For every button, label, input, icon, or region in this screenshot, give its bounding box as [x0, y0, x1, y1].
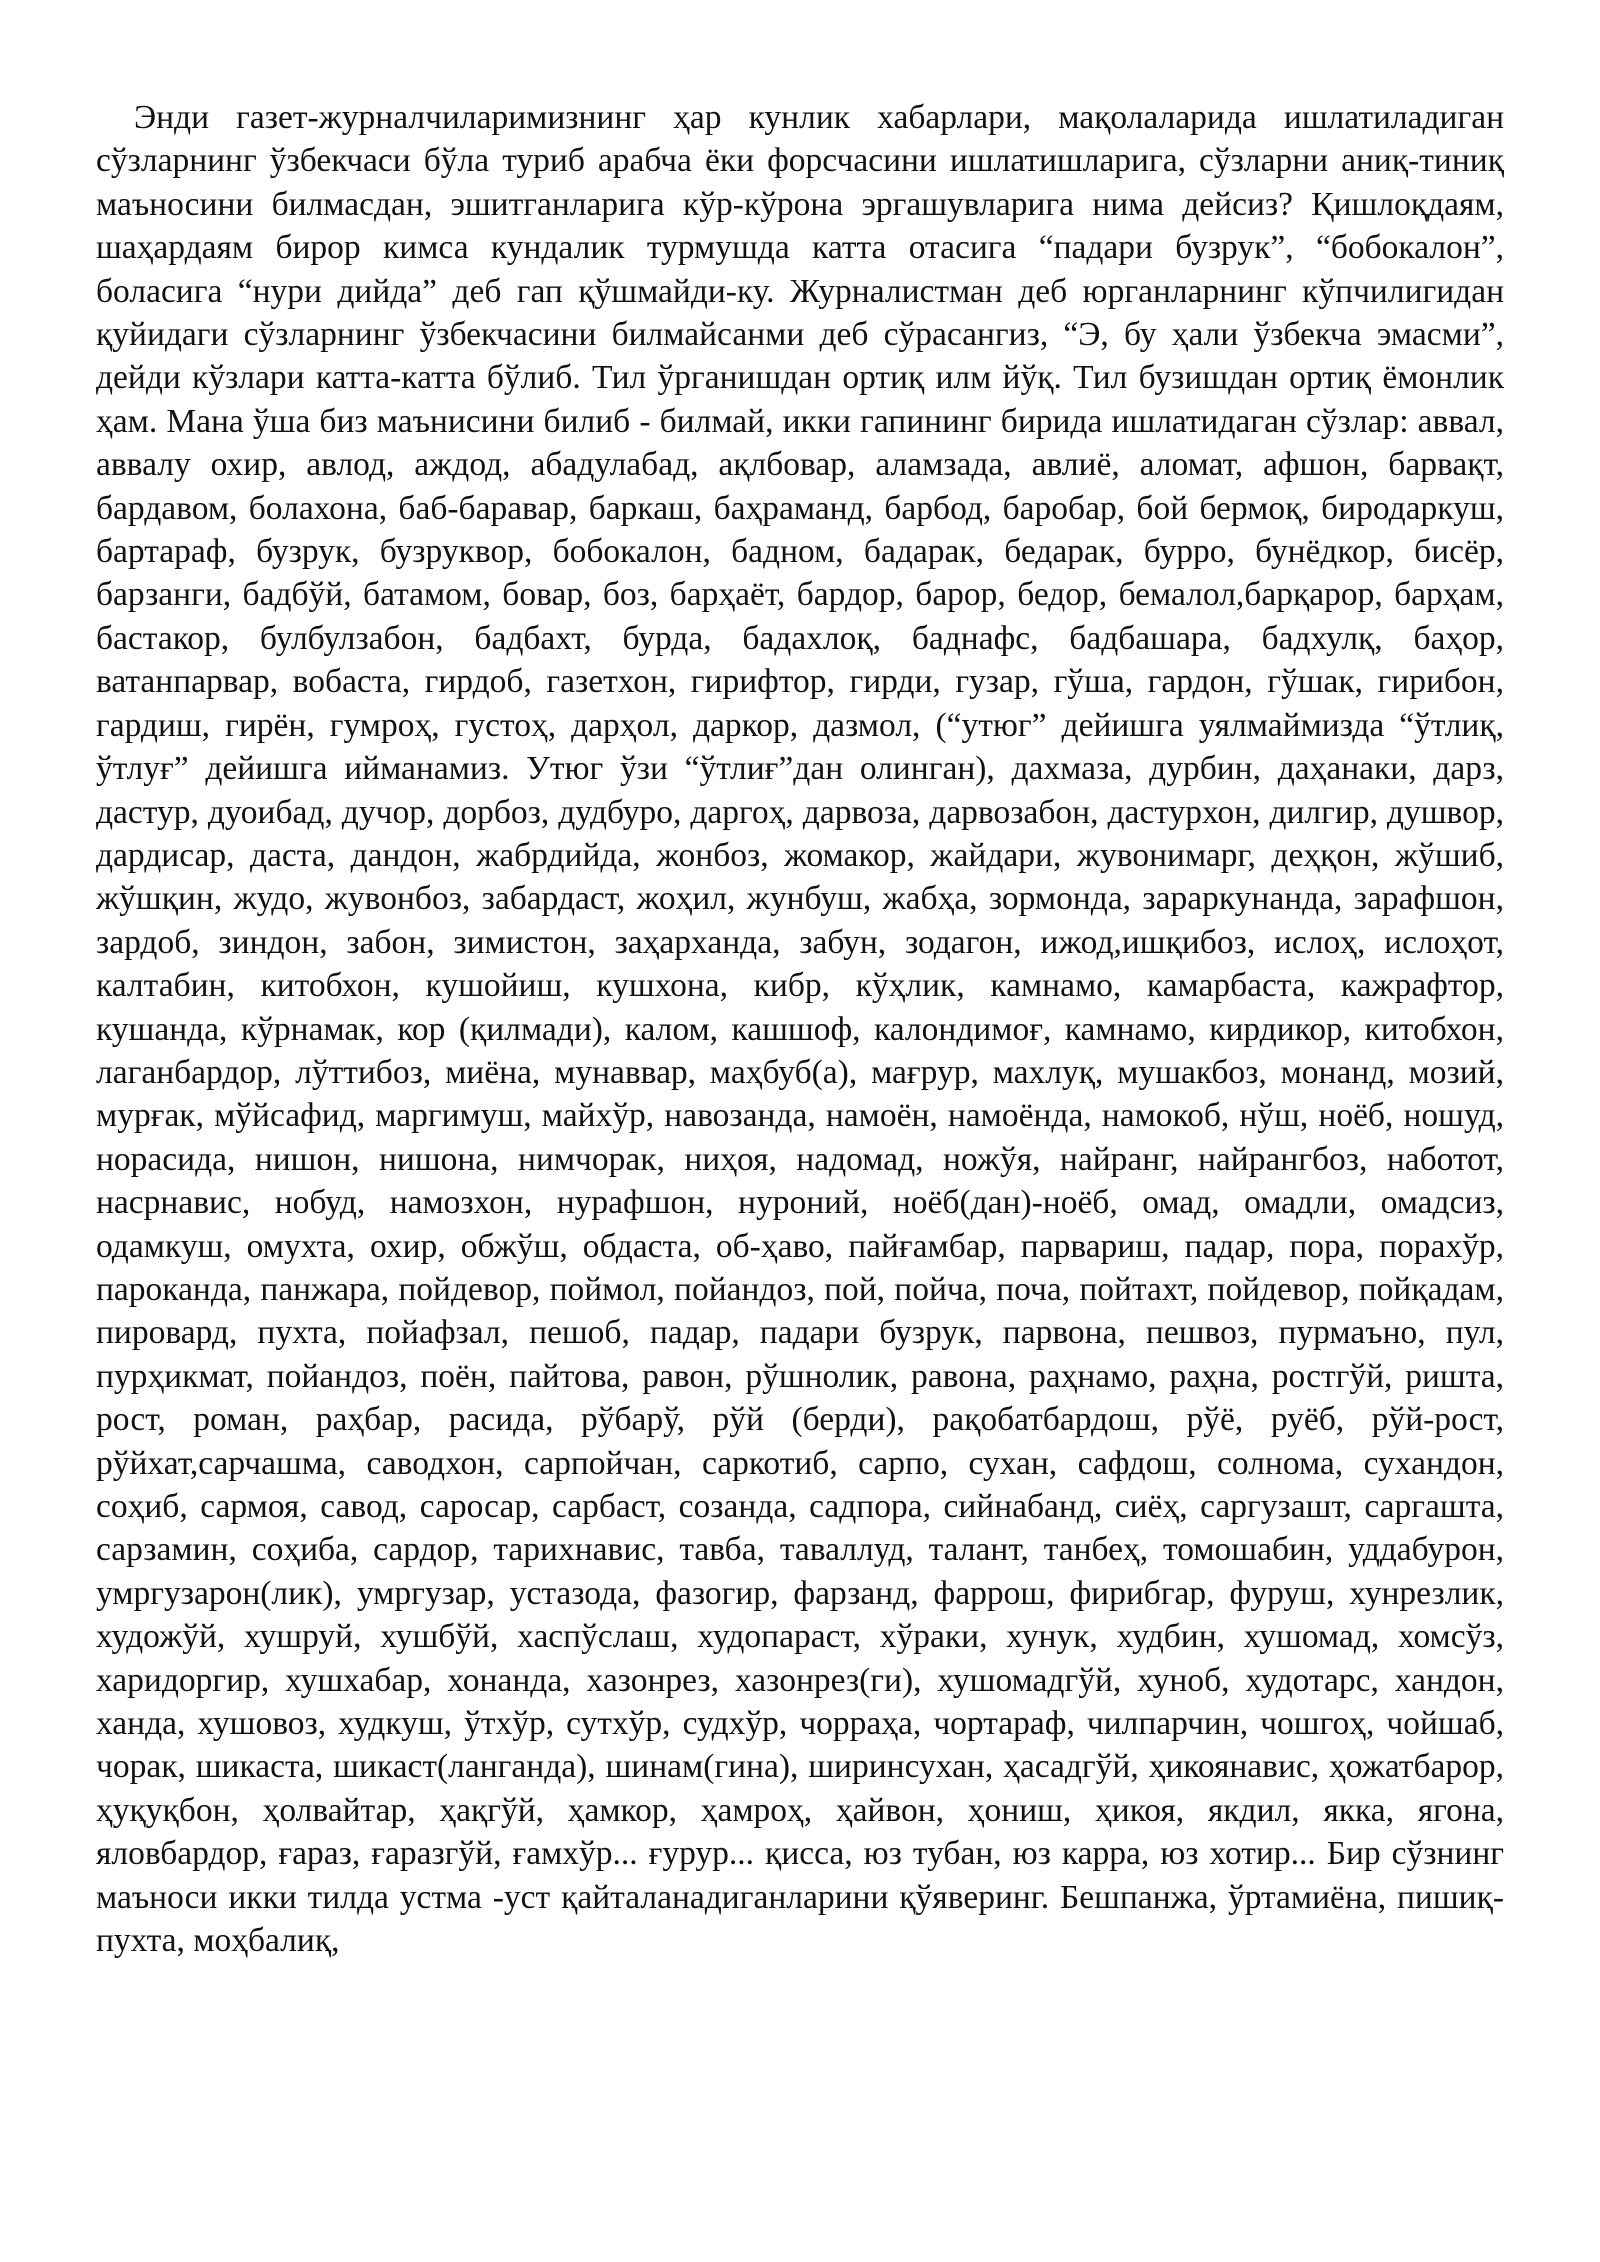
body-paragraph: Энди газет-журналчиларимизнинг ҳар кунлик хабарлари, мақолаларида ишлатиладиган сўзларнинг ўзбекчаси бўла туриб арабча ёки форсчасини ишлатишларига, сўзларни аниқ-тиниқ маъносини билмасдан, эшитганларига кўр-кўрона эргашувларига нима дейсиз? Қишлоқдаям, шаҳардаям бирор кимса кундалик турмушда катта отасига “падари бузрук”, “бобокалон”, боласига “нури дийда” деб гап қўшмайди-ку. Журналистман деб юрганларнинг кўпчилигидан қуйидаги сўзларнинг ўзбекчасини билмайсанми деб сўрасангиз, “Э, бу ҳали ўзбекча эмасми”, дейди кўзлари катта-катта бўлиб. Тил ўрганишдан ортиқ илм йўқ. Тил бузишдан ортиқ ёмонлик ҳам. Мана ўша биз маънисини билиб - билмай, икки гапининг бирида ишлатидаган сўзлар: аввал, аввалу охир, авлод, аждод, абадулабад, ақлбовар, аламзада, авлиё, аломат, афшон, барвақт, бардавом, болахона, баб-баравар, баркаш, баҳраманд, барбод, баробар, бой бермоқ, биродаркуш, бартараф, бузрук, бузруквор, бобокалон, бадном, бадарак, бедарак, бурро, бунёдкор, бисёр, барзанги, бадбўй, батамом, бовар, боз, барҳаёт, бардор, барор, бедор, бемалол,барқарор, барҳам, бастакор, булбулзабон, бадбахт, бурда, бадахлоқ, баднафс, бадбашара, бадхулқ, баҳор, ватанпарвар, вобаста, гирдоб, газетхон, гирифтор, гирди, гузар, гўша, гардон, гўшак, гирибон, гардиш, гирён, гумроҳ, густоҳ, дарҳол, даркор, дазмол, (“утюг” дейишга уялмаймизда “ўтлиқ, ўтлуғ” дейишга ийманамиз. Утюг ўзи “ўтлиғ”дан олинган), дахмаза, дурбин, даҳанаки, дарз, дастур, дуоибад, дучор, дорбоз, дудбуро, даргоҳ, дарвоза, дарвозабон, дастурхон, дилгир, душвор, дардисар, даста, дандон, жабрдийда, жонбоз, жомакор, жайдари, жувонимарг, деҳқон, жўшиб, жўшқин, жудо, жувонбоз, забардаст, жоҳил, жунбуш, жабҳа, зормонда, зараркунанда, зарафшон, зардоб, зиндон, забон, зимистон, заҳарханда, забун, зодагон, ижод,ишқибоз, ислоҳ, ислоҳот, калтабин, китобхон, кушойиш, кушхона, кибр, кўҳлик, камнамо, камарбаста, кажрафтор, кушанда, кўрнамак, кор (қилмади), калом, кашшоф, калондимоғ, камнамо, кирдикор, китобхон, лаганбардор, лўттибоз, миёна, мунаввар, маҳбуб(а), мағрур, махлуқ, мушакбоз, монанд, мозий, мурғак, мўйсафид, маргимуш, майхўр, навозанда, намоён, намоёнда, намокоб, нўш, ноёб, ношуд, норасида, нишон, нишона, нимчорак, ниҳоя, надомад, ножўя, найранг, найрангбоз, наботот, насрнавис, нобуд, намозхон, нурафшон, нуроний, ноёб(дан)-ноёб, омад, омадли, омадсиз, одамкуш, омухта, охир, обжўш, обдаста, об-ҳаво, пайғамбар, парвариш, падар, пора, порахўр, пароканда, панжара, пойдевор, поймол, пойандоз, пой, пойча, поча, пойтахт, пойдевор, пойқадам, пировард, пухта, пойафзал, пешоб, падар, падари бузрук, парвона, пешвоз, пурмаъно, пул, пурҳикмат, пойандоз, поён, пайтова, равон, рўшнолик, равона, раҳнамо, раҳна, ростгўй, ришта, рост, роман, раҳбар, расида, рўбарў, рўй (берди), рақобатбардош, рўё, руёб, рўй-рост, рўйхат,сарчашма, саводхон, сарпойчан, саркотиб, сарпо, сухан, сафдош, солнома, сухандон, соҳиб, сармоя, савод, саросар, сарбаст, созанда, садпора, сийнабанд, сиёҳ, саргузашт, саргашта, сарзамин, соҳиба, сардор, тарихнавис, тавба, таваллуд, талант, танбеҳ, томошабин, уддабурон, умргузарон(лик), умргузар, устазода, фазогир, фарзанд, фаррош, фирибгар, фуруш, хунрезлик, художўй, хушруй, хушбўй, хаспўслаш, худопараст, хўраки, хунук, худбин, хушомад, хомсўз, харидоргир, хушхабар, хонанда, хазонрез, хазонрез(ги), хушомадгўй, хуноб, худотарс, хандон, ханда, хушовоз, худкуш, ўтхўр, сутхўр, судхўр, чорраҳа, чортараф, чилпарчин, чошгоҳ, чойшаб, чорак, шикаста, шикаст(ланганда), шинам(гина), ширинсухан, ҳасадгўй, ҳикоянавис, ҳожатбарор, ҳуқуқбон, ҳолвайтар, ҳақгўй, ҳамкор, ҳамроҳ, ҳайвон, ҳониш, ҳикоя, якдил, якка, ягона, яловбардор, ғараз, ғаразгўй, ғамхўр... ғурур... қисса, юз тубан, юз карра, юз хотир... Бир сўзнинг маъноси икки тилда устма -уст қайталанадиганларини қўяверинг. Бешпанжа, ўртамиёна, пишиқ-пухта, моҳбалиқ,	[96, 99, 1504, 1960]
